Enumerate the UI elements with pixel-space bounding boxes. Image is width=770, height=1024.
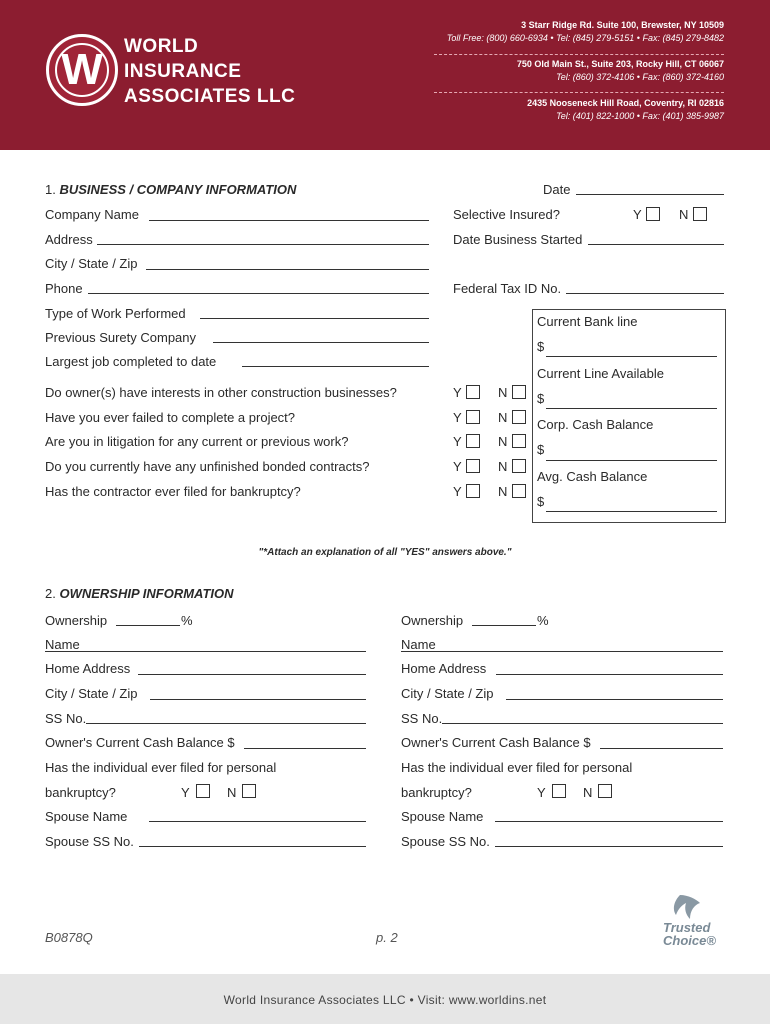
- logo-line-3: ASSOCIATES LLC: [124, 86, 296, 107]
- dollar-sign: $: [537, 494, 545, 509]
- no-label: N: [583, 785, 593, 800]
- corp-cash-balance-label: Corp. Cash Balance: [537, 417, 654, 432]
- date-label: Date: [543, 182, 571, 197]
- yes-label: Y: [453, 434, 462, 449]
- owner2-city-state-zip-field[interactable]: [506, 699, 723, 700]
- city-state-zip-field[interactable]: [146, 269, 429, 270]
- largest-job-field[interactable]: [242, 366, 429, 367]
- office-phones: Tel: (860) 372-4106 • Fax: (860) 372-4160: [556, 72, 724, 82]
- avg-cash-balance-field[interactable]: [546, 511, 717, 512]
- city-state-zip-label: City / State / Zip: [45, 686, 138, 701]
- bankruptcy-question: Has the individual ever filed for personal: [401, 760, 633, 775]
- no-label: N: [498, 385, 508, 400]
- no-label: N: [498, 459, 508, 474]
- date-business-started-field[interactable]: [588, 244, 724, 245]
- date-business-started-label: Date Business Started: [453, 232, 583, 247]
- no-label: N: [498, 484, 508, 499]
- question-bankruptcy: Has the contractor ever filed for bankruptcy?: [45, 484, 301, 499]
- yes-label: Y: [453, 410, 462, 425]
- yes-label: Y: [633, 207, 642, 222]
- owner2-ss-no-field[interactable]: [442, 723, 723, 724]
- previous-surety-field[interactable]: [213, 342, 429, 343]
- question-other-businesses: Do owner(s) have interests in other construction businesses?: [45, 385, 397, 400]
- bankruptcy-question-cont: bankruptcy?: [45, 785, 116, 800]
- q4-no-checkbox[interactable]: [512, 459, 526, 473]
- owner2-name-field[interactable]: [401, 651, 723, 652]
- yes-label: Y: [181, 785, 190, 800]
- logo-letter: W: [61, 45, 103, 94]
- owner1-city-state-zip-field[interactable]: [150, 699, 366, 700]
- selective-insured-yes-checkbox[interactable]: [646, 207, 660, 221]
- office-rocky-hill: [517, 59, 724, 82]
- address-label: Address: [45, 232, 93, 247]
- owner1-bankruptcy-no-checkbox[interactable]: [242, 784, 256, 798]
- q3-yes-checkbox[interactable]: [466, 434, 480, 448]
- cash-balance-label: Owner's Current Cash Balance $: [401, 735, 591, 750]
- bankruptcy-question: Has the individual ever filed for personal: [45, 760, 277, 775]
- q1-yes-checkbox[interactable]: [466, 385, 480, 399]
- office-street: 3 Starr Ridge Rd. Suite 100, Brewster, NY 10509: [521, 20, 724, 30]
- yes-label: Y: [453, 459, 462, 474]
- largest-job-label: Largest job completed to date: [45, 354, 217, 369]
- bankruptcy-question-cont: bankruptcy?: [401, 785, 472, 800]
- spouse-name-label: Spouse Name: [45, 809, 128, 824]
- logo-emblem: [46, 34, 118, 106]
- home-address-label: Home Address: [401, 661, 487, 676]
- yes-label: Y: [537, 785, 546, 800]
- owner1-ss-no-field[interactable]: [86, 723, 366, 724]
- owner1-spouse-name-field[interactable]: [149, 821, 366, 822]
- q5-yes-checkbox[interactable]: [466, 484, 480, 498]
- office-phones: Toll Free: (800) 660-6934 • Tel: (845) 279-5151 • Fax: (845) 279-8482: [446, 33, 724, 43]
- no-label: N: [227, 785, 237, 800]
- section-title: BUSINESS / COMPANY INFORMATION: [59, 182, 297, 197]
- office-coventry: [527, 98, 724, 121]
- form-code: B0878Q: [45, 930, 93, 945]
- yes-label: Y: [453, 385, 462, 400]
- selective-insured-no-checkbox[interactable]: [693, 207, 707, 221]
- owner1-home-address-field[interactable]: [138, 674, 366, 675]
- previous-surety-label: Previous Surety Company: [45, 330, 197, 345]
- phone-field[interactable]: [88, 293, 429, 294]
- date-field[interactable]: [576, 194, 724, 195]
- q3-no-checkbox[interactable]: [512, 434, 526, 448]
- section-2-heading: [45, 586, 234, 601]
- owner2-spouse-name-field[interactable]: [495, 821, 723, 822]
- yes-label: Y: [453, 484, 462, 499]
- ss-no-label: SS No.: [401, 711, 443, 726]
- office-phones: Tel: (401) 822-1000 • Fax: (401) 385-9987: [556, 111, 724, 121]
- ownership-label: Ownership: [45, 613, 108, 628]
- owner2-home-address-field[interactable]: [496, 674, 723, 675]
- no-label: N: [498, 434, 508, 449]
- office-street: 750 Old Main St., Suite 203, Rocky Hill, CT 06067: [516, 59, 724, 69]
- q1-no-checkbox[interactable]: [512, 385, 526, 399]
- letterhead: [0, 0, 770, 150]
- logo-line-1: WORLD: [124, 36, 199, 57]
- question-litigation: Are you in litigation for any current or previous work?: [45, 434, 349, 449]
- question-failed-project: Have you ever failed to complete a project?: [45, 410, 296, 425]
- divider: [434, 92, 724, 93]
- owner1-spouse-ss-field[interactable]: [139, 846, 366, 847]
- owner1-cash-balance-field[interactable]: [244, 748, 366, 749]
- city-state-zip-label: City / State / Zip: [45, 256, 138, 271]
- trusted-line-1: Trusted: [663, 920, 711, 935]
- spouse-ss-label: Spouse SS No.: [45, 834, 134, 849]
- current-bank-line-label: Current Bank line: [537, 314, 638, 329]
- logo-wordmark: [124, 34, 295, 109]
- percent-sign: %: [181, 613, 193, 628]
- federal-tax-id-label: Federal Tax ID No.: [453, 281, 562, 296]
- owner2-ownership-field[interactable]: [472, 625, 536, 626]
- office-brewster: [447, 20, 724, 43]
- company-name-label: Company Name: [45, 207, 139, 222]
- yes-answers-note: "*Attach an explanation of all "YES" answers above.": [258, 547, 512, 558]
- owner1-name-field[interactable]: [45, 651, 366, 652]
- current-line-available-label: Current Line Available: [537, 366, 664, 381]
- section-number: 1.: [45, 182, 56, 197]
- footer-text: World Insurance Associates LLC • Visit: www.worldins.net: [223, 993, 547, 1007]
- name-label: Name: [45, 637, 80, 652]
- section-1-heading: [45, 182, 296, 197]
- current-line-available-field[interactable]: [546, 408, 717, 409]
- phone-label: Phone: [45, 281, 83, 296]
- spouse-name-label: Spouse Name: [401, 809, 484, 824]
- q2-yes-checkbox[interactable]: [466, 410, 480, 424]
- office-street: 2435 Nooseneck Hill Road, Coventry, RI 02816: [527, 98, 724, 108]
- owner2-cash-balance-field[interactable]: [600, 748, 723, 749]
- dollar-sign: $: [537, 391, 545, 406]
- spouse-ss-label: Spouse SS No.: [401, 834, 490, 849]
- divider: [434, 54, 724, 55]
- home-address-label: Home Address: [45, 661, 131, 676]
- q5-no-checkbox[interactable]: [512, 484, 526, 498]
- question-unfinished-bonded: Do you currently have any unfinished bonded contracts?: [45, 459, 370, 474]
- q2-no-checkbox[interactable]: [512, 410, 526, 424]
- owner2-bankruptcy-yes-checkbox[interactable]: [552, 784, 566, 798]
- owner1-ownership-field[interactable]: [116, 625, 180, 626]
- logo-line-2: INSURANCE: [124, 61, 242, 82]
- section-title: OWNERSHIP INFORMATION: [59, 586, 234, 601]
- avg-cash-balance-label: Avg. Cash Balance: [537, 469, 648, 484]
- selective-insured-label: Selective Insured?: [453, 207, 560, 222]
- page-footer: [0, 974, 770, 1024]
- name-label: Name: [401, 637, 436, 652]
- trusted-choice-logo: [663, 921, 716, 947]
- dollar-sign: $: [537, 442, 545, 457]
- percent-sign: %: [537, 613, 549, 628]
- ownership-label: Ownership: [401, 613, 464, 628]
- q4-yes-checkbox[interactable]: [466, 459, 480, 473]
- corp-cash-balance-field[interactable]: [546, 460, 717, 461]
- ss-no-label: SS No.: [45, 711, 87, 726]
- trusted-line-2: Choice®: [663, 933, 716, 948]
- no-label: N: [498, 410, 508, 425]
- type-of-work-field[interactable]: [200, 318, 429, 319]
- dollar-sign: $: [537, 339, 545, 354]
- address-field[interactable]: [97, 244, 429, 245]
- cash-balance-label: Owner's Current Cash Balance $: [45, 735, 235, 750]
- company-name-field[interactable]: [149, 220, 429, 221]
- type-of-work-label: Type of Work Performed: [45, 306, 186, 321]
- owner2-bankruptcy-no-checkbox[interactable]: [598, 784, 612, 798]
- section-number: 2.: [45, 586, 56, 601]
- owner2-spouse-ss-field[interactable]: [495, 846, 723, 847]
- bank-info-box: [532, 309, 726, 523]
- current-bank-line-field[interactable]: [546, 356, 717, 357]
- city-state-zip-label: City / State / Zip: [401, 686, 494, 701]
- federal-tax-id-field[interactable]: [566, 293, 724, 294]
- page-number: p. 2: [376, 930, 398, 945]
- owner1-bankruptcy-yes-checkbox[interactable]: [196, 784, 210, 798]
- no-label: N: [679, 207, 689, 222]
